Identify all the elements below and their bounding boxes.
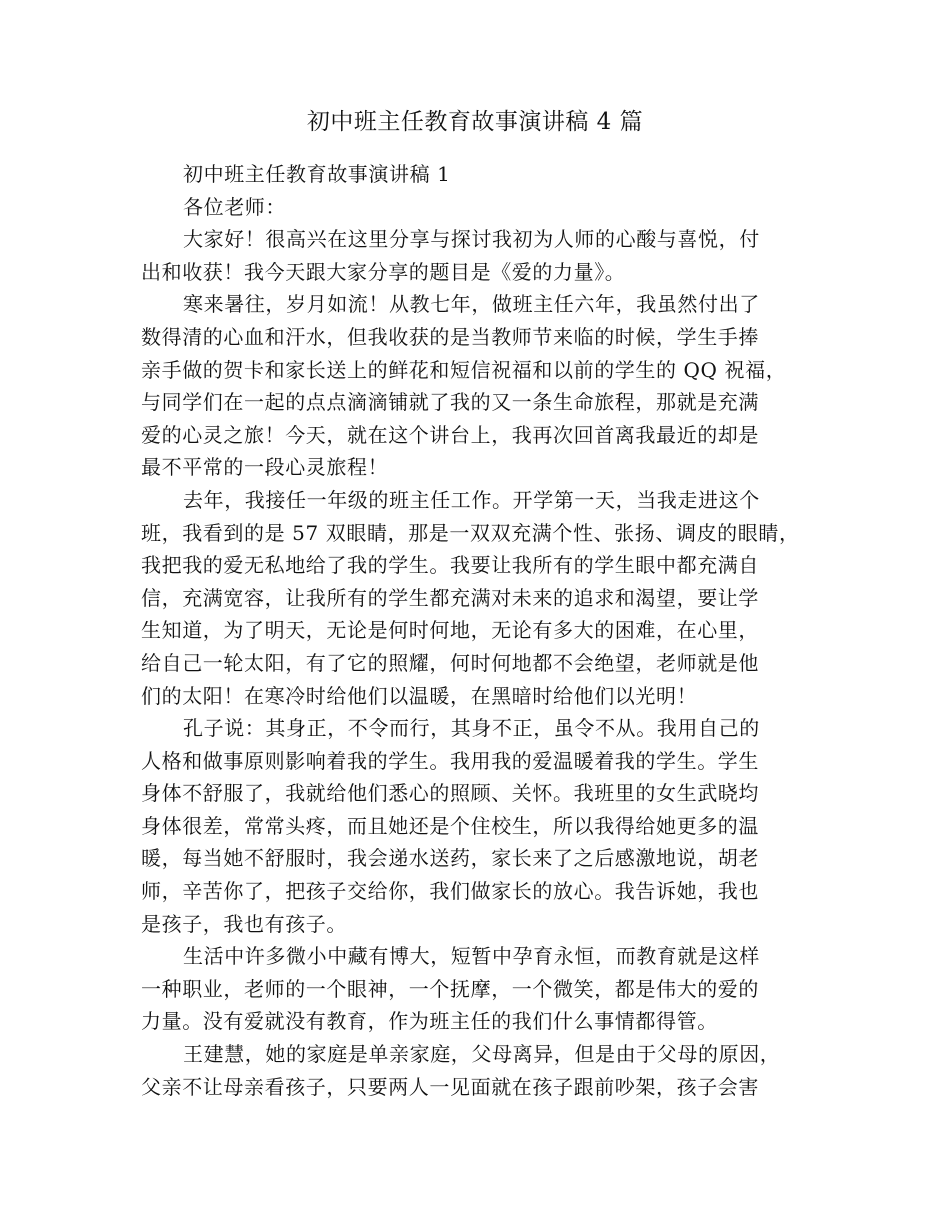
paragraph-line: 爱的心灵之旅！今天，就在这个讲台上，我再次回首离我最近的却是 — [141, 422, 759, 447]
paragraph-first-line: 生活中许多微小中藏有博大，短暂中孕育永恒，而教育就是这样 — [183, 944, 760, 969]
paragraph-first-line: 孔子说：其身正，不令而行，其身不正，虽令不从。我用自己的 — [183, 716, 760, 741]
paragraph-line: 是孩子，我也有孩子。 — [141, 911, 347, 936]
paragraph-line: 暖，每当她不舒服时，我会递水送药，家长来了之后感激地说，胡老 — [141, 846, 759, 871]
paragraph-line: 一种职业，老师的一个眼神，一个抚摩，一个微笑，都是伟大的爱的 — [141, 976, 759, 1001]
paragraph-line: 与同学们在一起的点点滴滴铺就了我的又一条生命旅程，那就是充满 — [141, 390, 759, 415]
paragraph-first-line: 大家好！很高兴在这里分享与探讨我初为人师的心酸与喜悦，付 — [183, 227, 760, 252]
paragraph-first-line: 王建慧，她的家庭是单亲家庭，父母离异，但是由于父母的原因， — [183, 1042, 781, 1067]
paragraph-line: 师，辛苦你了，把孩子交给你，我们做家长的放心。我告诉她，我也 — [141, 879, 759, 904]
paragraph-first-line: 各位老师： — [183, 194, 286, 219]
document-title: 初中班主任教育故事演讲稿 4 篇 — [306, 109, 644, 135]
paragraph-line: 人格和做事原则影响着我的学生。我用我的爱温暖着我的学生。学生 — [141, 748, 759, 773]
paragraph-first-line: 初中班主任教育故事演讲稿 1 — [183, 162, 451, 186]
paragraph-line: 身体很差，常常头疼，而且她还是个住校生，所以我得给她更多的温 — [141, 813, 759, 838]
paragraph-line: 亲手做的贺卡和家长送上的鲜花和短信祝福和以前的学生的 QQ 祝福， — [141, 357, 787, 382]
document-body — [141, 158, 831, 1103]
paragraph-line: 给自己一轮太阳，有了它的照耀，何时何地都不会绝望，老师就是他 — [141, 650, 759, 675]
paragraph-line: 生知道，为了明天，无论是何时何地，无论有多大的困难，在心里， — [141, 618, 759, 643]
paragraph-line: 身体不舒服了，我就给他们悉心的照顾、关怀。我班里的女生武晓均 — [141, 781, 759, 806]
paragraph-line: 出和收获！我今天跟大家分享的题目是《爱的力量》。 — [141, 259, 626, 284]
paragraph-first-line: 寒来暑往，岁月如流！从教七年，做班主任六年，我虽然付出了 — [183, 292, 760, 317]
paragraph-line: 信，充满宽容，让我所有的学生都充满对未来的追求和渴望，要让学 — [141, 585, 759, 610]
paragraph-line: 们的太阳！在寒冷时给他们以温暖，在黑暗时给他们以光明！ — [141, 683, 698, 708]
paragraph-line: 数得清的心血和汗水，但我收获的是当教师节来临的时候，学生手捧 — [141, 324, 759, 349]
paragraph-line: 力量。没有爱就没有教育，作为班主任的我们什么事情都得管。 — [141, 1009, 718, 1034]
paragraph-line: 最不平常的一段心灵旅程！ — [141, 455, 389, 480]
paragraph-line: 我把我的爱无私地给了我的学生。我要让我所有的学生眼中都充满自 — [141, 553, 759, 578]
paragraph-line: 父亲不让母亲看孩子，只要两人一见面就在孩子跟前吵架，孩子会害 — [141, 1074, 759, 1099]
paragraph-first-line: 去年，我接任一年级的班主任工作。开学第一天，当我走进这个 — [183, 487, 760, 512]
paragraph-line: 班，我看到的是 57 双眼睛，那是一双双充满个性、张扬、调皮的眼睛， — [141, 520, 800, 545]
